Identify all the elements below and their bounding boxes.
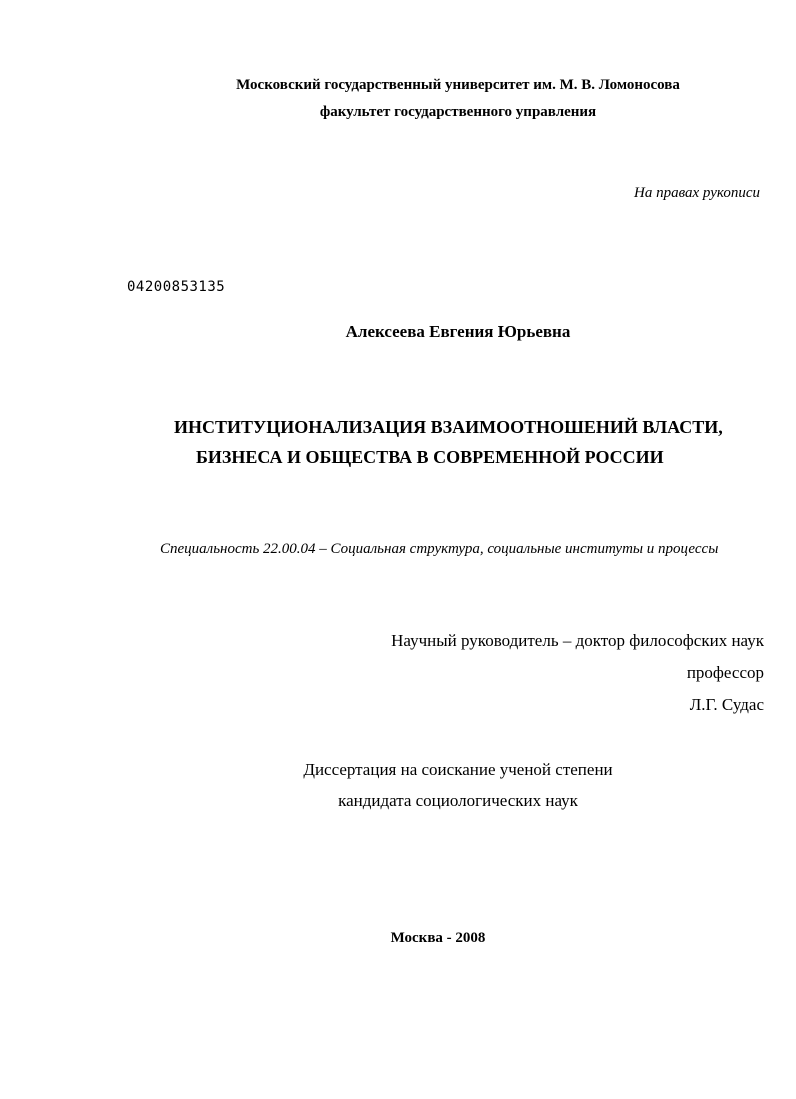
supervisor-rank: профессор <box>686 663 764 682</box>
faculty-name: факультет государственного управления <box>319 104 597 120</box>
dissertation-title-line-2: БИЗНЕСА И ОБЩЕСТВА В СОВРЕМЕННОЙ РОССИИ <box>196 447 664 467</box>
supervisor-title: Научный руководитель – доктор философских наук <box>391 631 764 650</box>
supervisor-name: Л.Г. Судас <box>689 695 764 714</box>
university-name: Московский государственный университет им. М. В. Ломоносова <box>236 77 680 93</box>
dissertation-title-line-1: ИНСТИТУЦИОНАЛИЗАЦИЯ ВЗАИМООТНОШЕНИЙ ВЛАСТИ, <box>174 417 723 437</box>
degree-line-1: Диссертация на соискание ученой степени <box>303 760 613 779</box>
author-name: Алексеева Евгения Юрьевна <box>345 322 571 341</box>
degree-line-2: кандидата социологических наук <box>338 791 578 810</box>
place-year: Москва - 2008 <box>390 930 486 946</box>
catalog-code: 04200853135 <box>127 279 226 295</box>
rights-note: На правах рукописи <box>634 185 760 201</box>
specialty: Специальность 22.00.04 – Социальная структура, социальные институты и процессы <box>160 541 719 557</box>
